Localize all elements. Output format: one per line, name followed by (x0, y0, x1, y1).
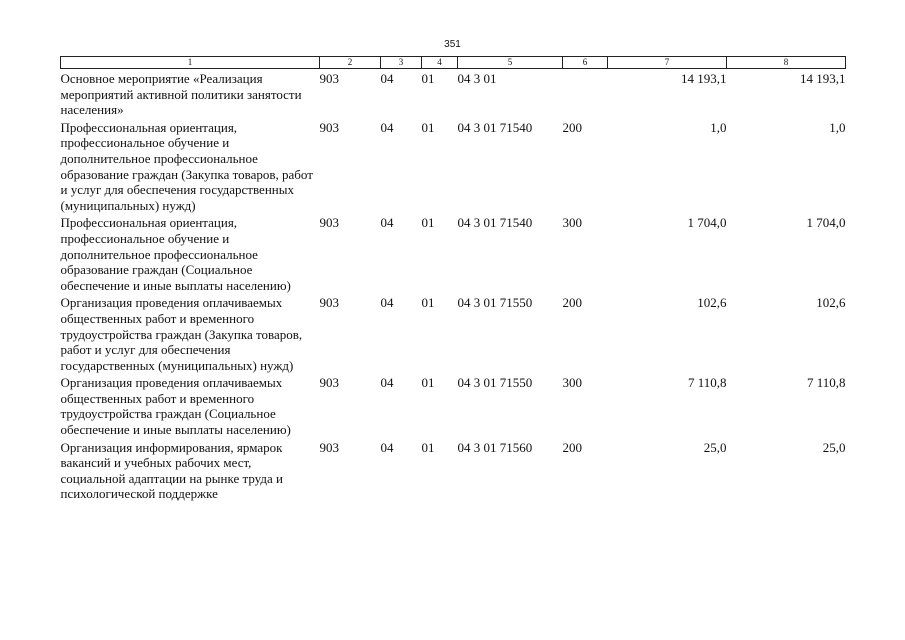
column-header: 5 (458, 57, 563, 69)
row-section: 04 (380, 439, 394, 455)
row-expense-type: 300 (562, 215, 582, 231)
row-target-article: 04 3 01 71540 (457, 119, 533, 135)
row-expense-type: 200 (562, 439, 582, 455)
row-ministry-code: 903 (319, 71, 339, 86)
row-subsection: 01 (421, 295, 435, 311)
column-header: 7 (608, 57, 727, 69)
row-ministry-code: 903 (319, 119, 339, 135)
column-header: 6 (563, 57, 608, 69)
row-amount-col7: 7 110,8 (687, 375, 727, 391)
row-section: 04 (380, 119, 394, 135)
row-amount-col7: 102,6 (697, 295, 727, 311)
row-name: Организация информирования, ярмарок вакансий и учебных рабочих мест, социальной адаптации на рынке труда и психологической поддержке (60, 439, 283, 502)
row-amount-col7: 1,0 (710, 119, 727, 135)
row-subsection: 01 (421, 215, 435, 231)
row-name: Организация проведения оплачиваемых общественных работ и временного трудоустройства граждан (Закупка товаров, работ и услуг для обеспечения государственных (муниципальных) нужд) (60, 295, 303, 373)
row-amount-col8: 1,0 (829, 119, 846, 135)
table-row (61, 118, 846, 214)
table-row (61, 373, 846, 437)
budget-table (60, 56, 846, 502)
row-amount-col8: 7 110,8 (806, 375, 846, 391)
row-section: 04 (380, 375, 394, 391)
table-row (61, 69, 846, 118)
table-row (61, 438, 846, 502)
row-expense-type (563, 69, 608, 118)
row-section: 04 (380, 295, 394, 311)
row-subsection: 01 (421, 71, 435, 86)
row-amount-col8: 25,0 (822, 439, 846, 455)
column-header: 2 (320, 57, 381, 69)
table-row (61, 293, 846, 373)
row-target-article: 04 3 01 71550 (457, 375, 533, 391)
column-header: 1 (61, 57, 320, 69)
column-header: 3 (381, 57, 422, 69)
row-subsection: 01 (421, 439, 435, 455)
row-expense-type: 200 (562, 119, 582, 135)
row-section: 04 (380, 71, 394, 86)
row-ministry-code: 903 (319, 295, 339, 311)
row-target-article: 04 3 01 (457, 71, 497, 86)
row-name: Основное мероприятие «Реализация мероприятий активной политики занятости населения» (60, 71, 302, 118)
table-row (61, 213, 846, 293)
row-subsection: 01 (421, 375, 435, 391)
column-header: 4 (422, 57, 458, 69)
row-section: 04 (380, 215, 394, 231)
row-target-article: 04 3 01 71540 (457, 215, 533, 231)
page-number: 351 (444, 39, 461, 50)
column-header: 8 (727, 57, 846, 69)
row-name: Организация проведения оплачиваемых общественных работ и временного трудоустройства граждан (Социальное обеспечение и иные выплаты населению) (60, 375, 291, 438)
row-amount-col7: 14 193,1 (681, 71, 727, 86)
row-name: Профессиональная ориентация, профессиональное обучение и дополнительное профессиональное образование граждан (Социальное обеспечение и иные выплаты населению) (60, 215, 291, 293)
header-row (61, 57, 846, 69)
row-ministry-code: 903 (319, 375, 339, 391)
row-expense-type: 200 (562, 295, 582, 311)
row-name: Профессиональная ориентация, профессиональное обучение и дополнительное профессиональное образование граждан (Закупка товаров, работ и услуг для обеспечения государственных (муниципальных) нужд) (60, 119, 313, 213)
row-ministry-code: 903 (319, 215, 339, 231)
row-amount-col8: 1 704,0 (806, 215, 846, 231)
row-target-article: 04 3 01 71550 (457, 295, 533, 311)
row-amount-col7: 25,0 (703, 439, 727, 455)
row-target-article: 04 3 01 71560 (457, 439, 533, 455)
row-amount-col8: 14 193,1 (800, 71, 846, 86)
row-ministry-code: 903 (319, 439, 339, 455)
row-expense-type: 300 (562, 375, 582, 391)
row-amount-col8: 102,6 (816, 295, 846, 311)
row-subsection: 01 (421, 119, 435, 135)
row-amount-col7: 1 704,0 (687, 215, 727, 231)
